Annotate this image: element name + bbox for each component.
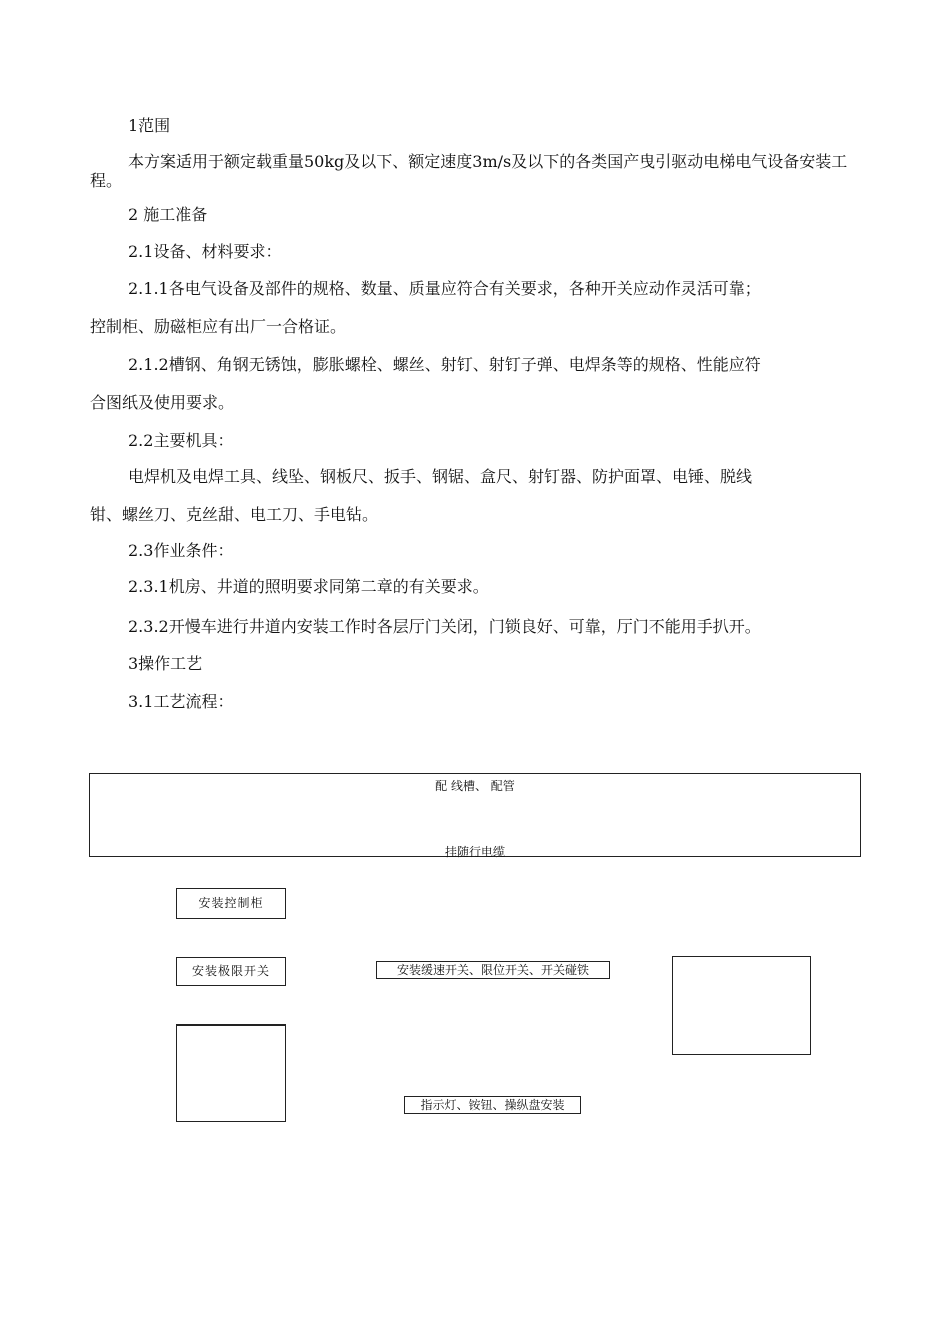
heading-materials: 2.1设备、材料要求：: [128, 242, 282, 261]
materials-item-1-line-1: 2.1.1各电气设备及部件的规格、数量、质量应符合有关要求，各种开关应动作灵活可靠；: [128, 279, 761, 298]
heading-process: 3操作工艺: [128, 654, 203, 673]
heading-scope: 1范围: [128, 116, 171, 135]
flow-label-limit-switch: 安装极限开关: [191, 964, 270, 978]
flow-box-empty-right: [672, 956, 811, 1055]
tools-line-1: 电焊机及电焊工具、线坠、钢板尺、扳手、钢锯、盒尺、射钉器、防护面罩、电锤、脱线: [128, 467, 753, 486]
scope-paragraph: 本方案适用于额定载重量50kg及以下、额定速度3m/s及以下的各类国产曳引驱动电梯电气设备安装工程。: [90, 152, 848, 190]
flow-box-control-cabinet: [176, 888, 286, 919]
flow-box-buffer-switch: [376, 961, 610, 979]
condition-1: 2.3.1机房、井道的照明要求同第二章的有关要求。: [128, 577, 489, 596]
flow-label-buffer-switch: 安装缓速开关、限位开关、开关碰铁: [396, 963, 589, 977]
heading-flow: 3.1工艺流程：: [128, 692, 234, 711]
heading-conditions: 2.3作业条件：: [128, 541, 234, 560]
materials-item-1-line-2: 控制柜、励磁柜应有出厂一合格证。: [90, 317, 347, 336]
condition-2: 2.3.2开慢车进行井道内安装工作时各层厅门关闭，门锁良好、可靠，厅门不能用手扒开。: [128, 617, 761, 636]
tools-line-2: 钳、螺丝刀、克丝甜、电工刀、手电钻。: [90, 505, 379, 524]
materials-item-2-line-1: 2.1.2槽钢、角钢无锈蚀，膨胀螺栓、螺丝、射钉、射钉子弹、电焊条等的规格、性能应符: [128, 355, 761, 374]
flow-label-cable: 挂随行电缆: [444, 845, 505, 859]
flow-box-empty-left: [176, 1024, 286, 1122]
heading-preparation: 2 施工准备: [128, 205, 208, 224]
flow-box-wiring: [89, 773, 861, 857]
heading-tools: 2.2主要机具：: [128, 431, 234, 450]
flow-label-wiring: 配 线槽、 配管: [435, 779, 515, 793]
flow-label-control-cabinet: 安装控制柜: [198, 896, 264, 910]
flow-label-indicator: 指示灯、铵钮、操纵盘安装: [420, 1098, 565, 1112]
flow-box-limit-switch: [176, 957, 286, 986]
materials-item-2-line-2: 合图纸及使用要求。: [90, 393, 235, 412]
flow-box-indicator: [404, 1096, 581, 1114]
